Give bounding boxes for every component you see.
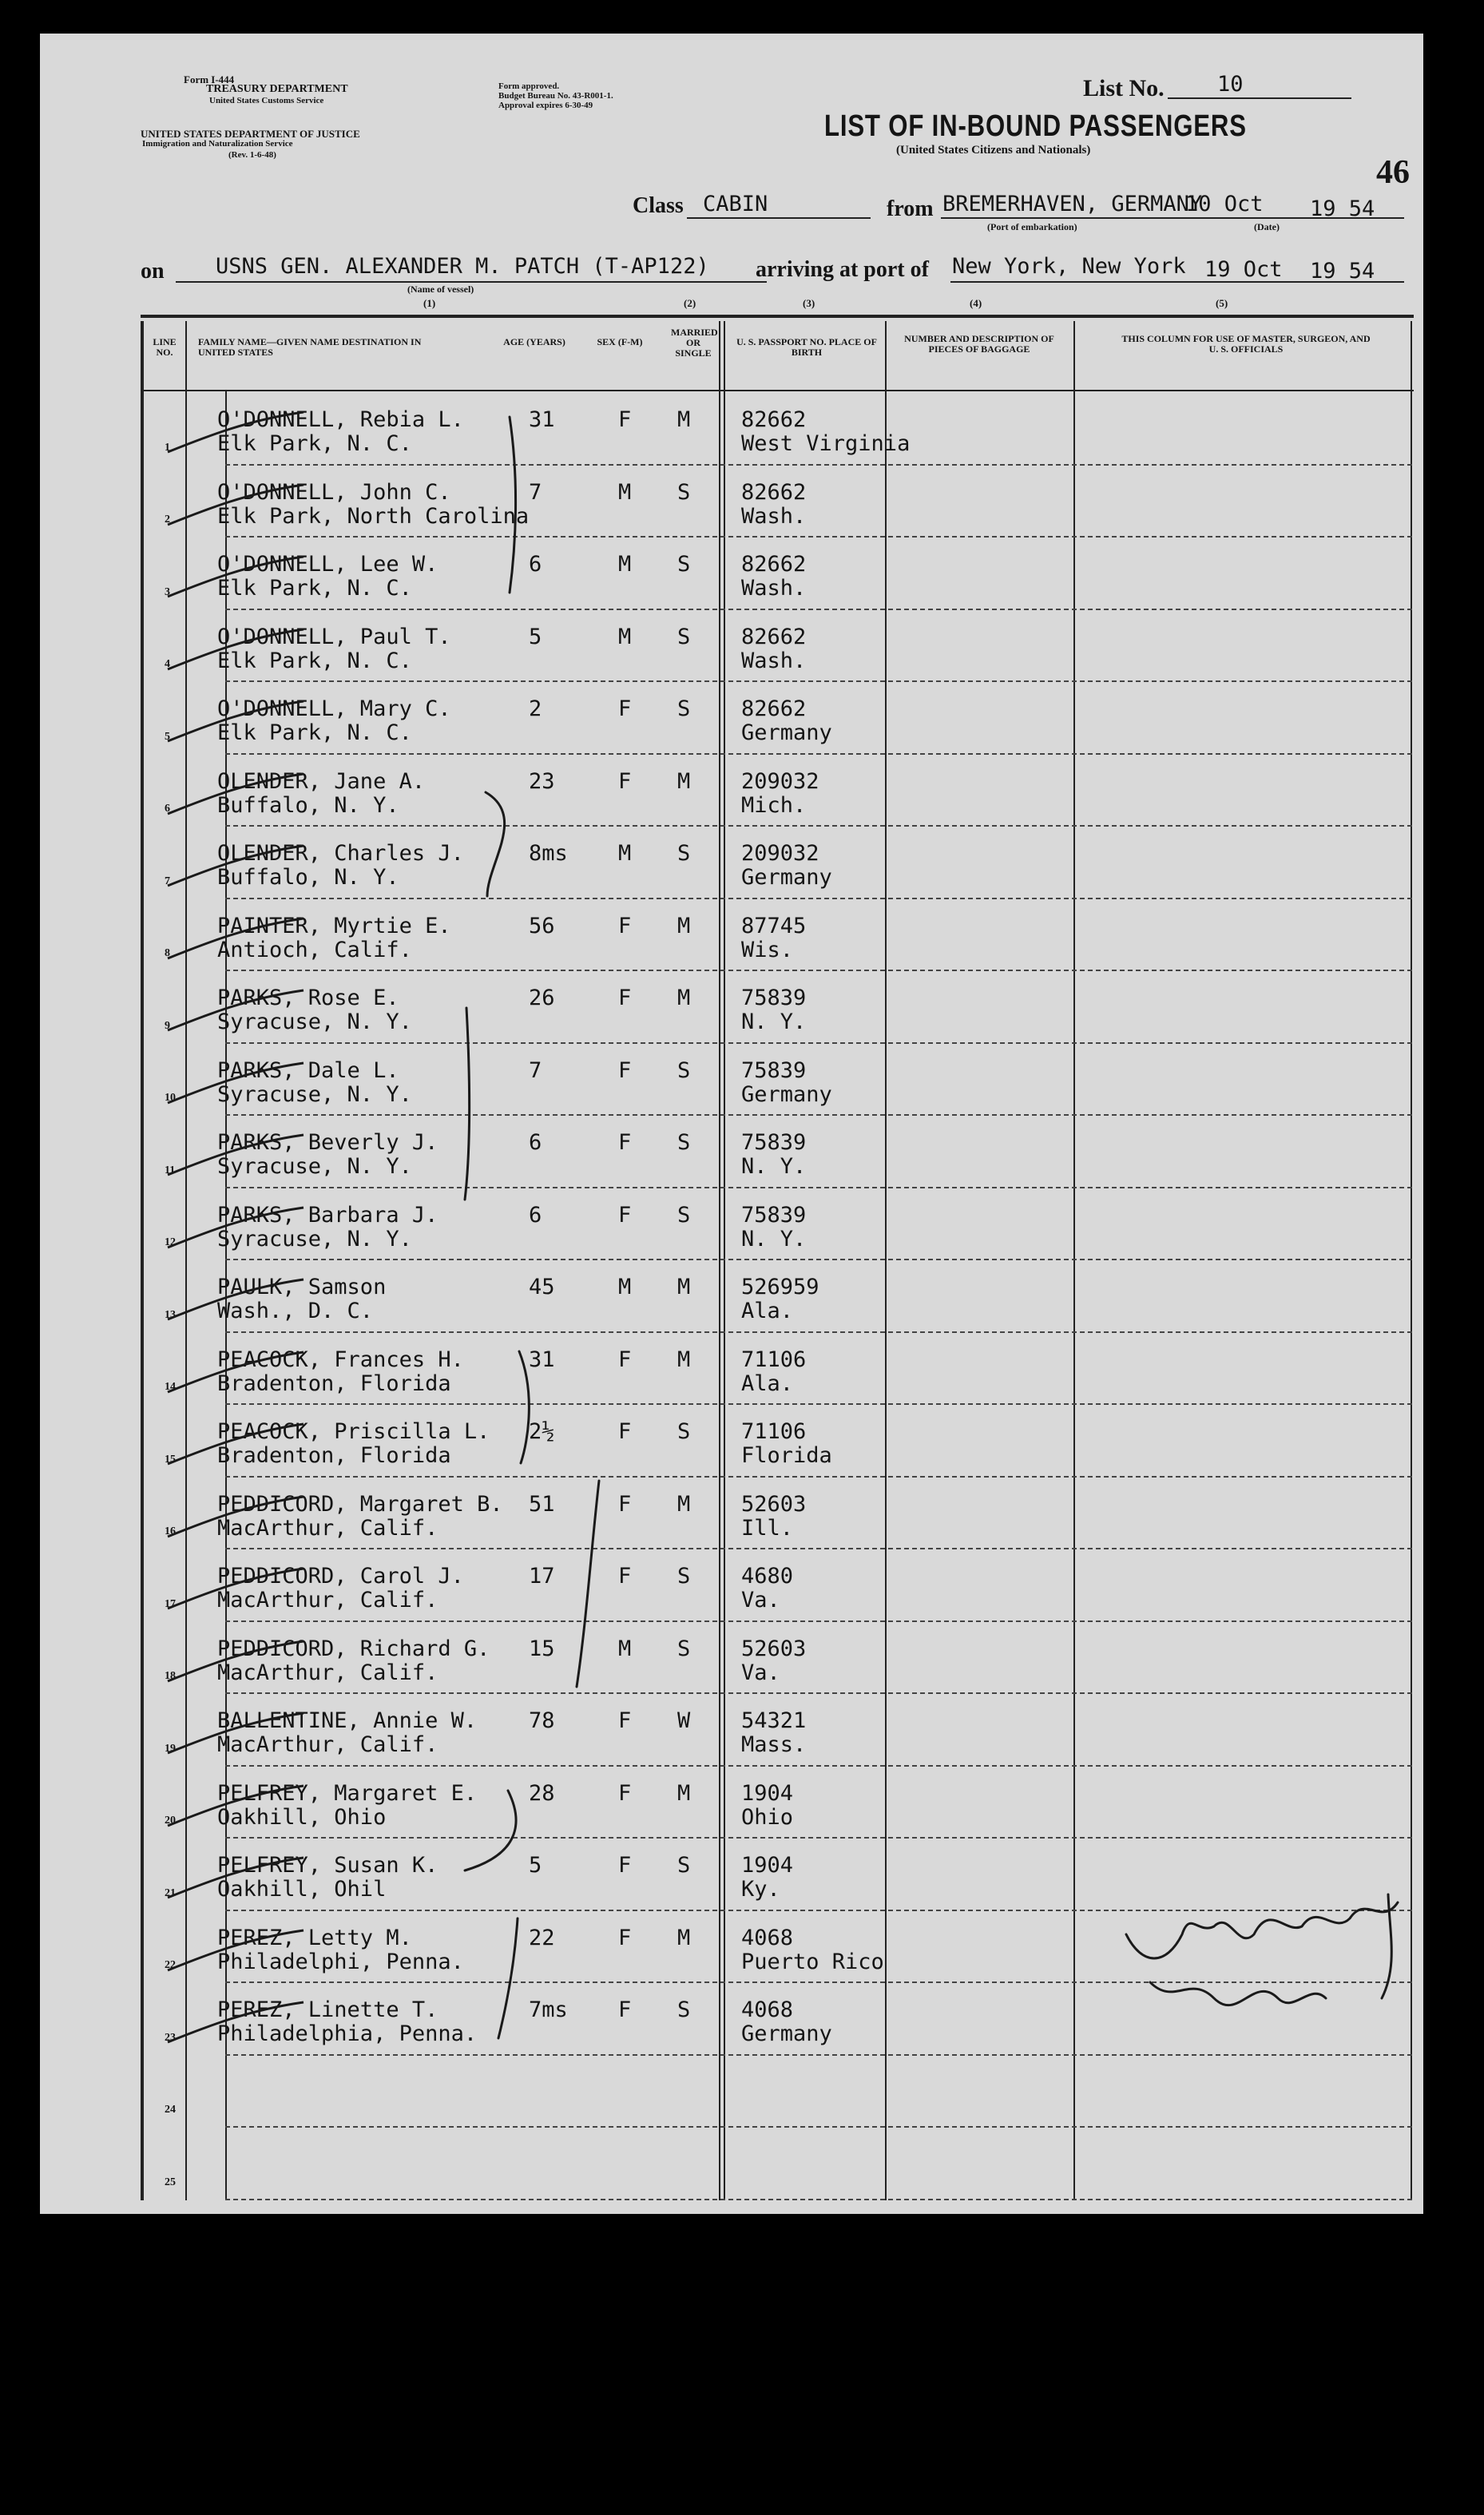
passenger-name: PARKS, Barbara J. <box>217 1202 438 1228</box>
place-of-birth: Va. <box>741 1660 780 1685</box>
passenger-age: 8ms <box>529 841 568 866</box>
handwritten-marks <box>40 34 1423 2214</box>
passport-number: 75839 <box>741 986 807 1010</box>
marital-status: M <box>677 1780 691 1806</box>
passenger-name: PEREZ, Letty M. <box>217 1925 412 1950</box>
line-number: 16 <box>165 1525 176 1537</box>
passenger-name: PELFREY, Susan K. <box>217 1853 438 1878</box>
col-header-line-no: LINE NO. <box>153 336 177 358</box>
passenger-sex: F <box>618 1130 632 1155</box>
marital-status: S <box>677 696 691 721</box>
passenger-sex: F <box>618 986 632 1010</box>
passport-number: 82662 <box>741 624 807 649</box>
place-of-birth: Mass. <box>741 1732 807 1757</box>
line-number: 17 <box>165 1597 176 1610</box>
passenger-age: 28 <box>529 1780 555 1806</box>
place-of-birth: Florida <box>741 1443 832 1468</box>
passenger-sex: M <box>618 479 632 505</box>
marital-status: S <box>677 1853 691 1878</box>
marital-status: M <box>677 1491 691 1517</box>
passport-number: 75839 <box>741 1057 807 1083</box>
passport-number: 209032 <box>741 841 819 866</box>
marital-status: S <box>677 1997 691 2022</box>
col-header-name: FAMILY NAME—GIVEN NAME DESTINATION IN UNITED STATES <box>198 336 422 358</box>
place-of-birth: N. Y. <box>741 1010 807 1034</box>
passport-number: 54321 <box>741 1708 807 1733</box>
passenger-sex: M <box>618 552 632 577</box>
marital-status: M <box>677 1347 691 1372</box>
list-number: 10 <box>1217 72 1244 97</box>
passenger-age: 22 <box>529 1925 555 1950</box>
signature <box>1126 1894 1398 2005</box>
bracket-mark <box>465 1008 470 1200</box>
passenger-name: PAULK, Samson <box>217 1275 387 1299</box>
marital-status: S <box>677 1202 691 1228</box>
passenger-destination: MacArthur, Calif. <box>217 1515 438 1541</box>
approval-expires: Approval expires 6-30-49 <box>498 101 593 110</box>
place-of-birth: Ill. <box>741 1515 794 1541</box>
passport-number: 71106 <box>741 1347 807 1372</box>
marital-status: W <box>677 1708 691 1733</box>
passport-number: 1904 <box>741 1780 794 1806</box>
passenger-name: PARKS, Dale L. <box>217 1057 399 1083</box>
document-title: LIST OF IN-BOUND PASSENGERS <box>824 109 1247 143</box>
line-number: 10 <box>165 1092 176 1104</box>
passport-number: 209032 <box>741 768 819 794</box>
passenger-age: 2 <box>529 696 542 721</box>
passenger-sex: M <box>618 624 632 649</box>
place-of-birth: Wash. <box>741 648 807 673</box>
passenger-destination: Elk Park, North Carolina <box>217 503 530 529</box>
col-header-sex: SEX (F-M) <box>597 336 643 347</box>
line-number: 15 <box>165 1453 176 1466</box>
passport-number: 87745 <box>741 913 807 938</box>
passenger-sex: M <box>618 1636 632 1661</box>
marital-status: M <box>677 913 691 938</box>
marital-status: S <box>677 1564 691 1589</box>
marital-status: M <box>677 1925 691 1950</box>
passenger-name: O'DONNELL, John C. <box>217 479 451 505</box>
place-of-birth: Wash. <box>741 576 807 601</box>
passenger-destination: Oakhill, Ohil <box>217 1877 387 1902</box>
passenger-sex: M <box>618 841 632 866</box>
passport-number: 82662 <box>741 696 807 721</box>
marital-status: M <box>677 407 691 432</box>
arriving-label: arriving at port of <box>756 257 929 282</box>
passenger-sex: F <box>618 1997 632 2022</box>
passenger-age: 6 <box>529 552 542 577</box>
arrival-port: New York, New York <box>952 254 1186 279</box>
line-number: 24 <box>165 2104 176 2116</box>
bracket-mark <box>510 417 516 593</box>
place-of-birth: Puerto Rico <box>741 1949 884 1974</box>
budget-bureau: Budget Bureau No. 43-R001-1. <box>498 91 613 101</box>
place-of-birth: Ala. <box>741 1371 794 1396</box>
passport-number: 526959 <box>741 1275 819 1299</box>
bracket-mark <box>465 1791 516 1870</box>
col-header-age: AGE (YEARS) <box>503 336 565 347</box>
on-label: on <box>141 259 165 284</box>
col-header-passport: U. S. PASSPORT NO. PLACE OF BIRTH <box>736 336 877 358</box>
passenger-name: PEDDICORD, Carol J. <box>217 1564 464 1589</box>
line-number: 20 <box>165 1815 176 1827</box>
passenger-name: PEDDICORD, Margaret B. <box>217 1491 503 1517</box>
arrival-year: 19 54 <box>1310 259 1375 284</box>
place-of-birth: N. Y. <box>741 1154 807 1179</box>
immigration-service: Immigration and Naturalization Service <box>142 139 293 149</box>
passenger-name: PEACOCK, Frances H. <box>217 1347 464 1372</box>
passenger-age: 7ms <box>529 1997 568 2022</box>
line-number: 5 <box>165 730 170 743</box>
passenger-sex: M <box>618 1275 632 1299</box>
passenger-name: PARKS, Beverly J. <box>217 1130 438 1155</box>
passenger-destination: MacArthur, Calif. <box>217 1588 438 1613</box>
manifest-page <box>40 34 1423 2214</box>
passenger-name: O'DONNELL, Paul T. <box>217 624 451 649</box>
marital-status: M <box>677 1275 691 1299</box>
passenger-destination: Oakhill, Ohio <box>217 1804 387 1830</box>
col-header-baggage: NUMBER AND DESCRIPTION OF PIECES OF BAGGAGE <box>904 333 1054 355</box>
form-agency: TREASURY DEPARTMENT <box>206 83 348 95</box>
passenger-destination: Bradenton, Florida <box>217 1443 451 1468</box>
marital-status: M <box>677 768 691 794</box>
form-number: Form I-444 <box>184 73 235 85</box>
line-number: 6 <box>165 803 170 815</box>
place-of-birth: Ohio <box>741 1804 794 1830</box>
place-of-birth: Germany <box>741 720 832 745</box>
class-label: Class <box>633 193 684 218</box>
passenger-destination: Syracuse, N. Y. <box>217 1081 412 1107</box>
embarkation-port: BREMERHAVEN, GERMANY <box>942 192 1203 216</box>
passenger-sex: F <box>618 1853 632 1878</box>
passenger-destination: Antioch, Calif. <box>217 937 412 962</box>
line-number: 4 <box>165 658 170 670</box>
date-caption: (Date) <box>1254 221 1280 232</box>
col-header-married: MARRIED OR SINGLE <box>671 327 718 359</box>
embarkation-date: 10 Oct <box>1185 192 1264 216</box>
passenger-sex: F <box>618 913 632 938</box>
passenger-name: PAINTER, Myrtie E. <box>217 913 451 938</box>
passport-number: 4068 <box>741 1997 794 2022</box>
passenger-name: OLENDER, Jane A. <box>217 768 426 794</box>
line-number: 1 <box>165 441 170 454</box>
passenger-name: O'DONNELL, Lee W. <box>217 552 438 577</box>
passenger-sex: F <box>618 1780 632 1806</box>
passport-number: 4680 <box>741 1564 794 1589</box>
passenger-age: 56 <box>529 913 555 938</box>
passport-number: 1904 <box>741 1853 794 1878</box>
passenger-age: 5 <box>529 624 542 649</box>
passenger-destination: Philadelphia, Penna. <box>217 2021 478 2046</box>
bracket-mark <box>519 1351 529 1463</box>
place-of-birth: Wis. <box>741 937 794 962</box>
passenger-age: 31 <box>529 1347 555 1372</box>
column-number: (2) <box>684 297 696 309</box>
passenger-sex: F <box>618 1564 632 1589</box>
passport-number: 52603 <box>741 1491 807 1517</box>
justice-dept: UNITED STATES DEPARTMENT OF JUSTICE <box>141 128 360 140</box>
passenger-sex: F <box>618 1057 632 1083</box>
form-service: United States Customs Service <box>209 96 324 105</box>
column-number: (3) <box>803 297 815 309</box>
passenger-destination: MacArthur, Calif. <box>217 1660 438 1685</box>
bracket-mark <box>486 792 505 896</box>
passenger-destination: Buffalo, N. Y. <box>217 792 399 818</box>
passenger-age: 6 <box>529 1202 542 1228</box>
passport-number: 82662 <box>741 407 807 432</box>
place-of-birth: Mich. <box>741 792 807 818</box>
marital-status: S <box>677 552 691 577</box>
passenger-sex: F <box>618 1708 632 1733</box>
line-number: 8 <box>165 947 170 959</box>
list-no-label: List No. <box>1083 75 1165 101</box>
passenger-name: PARKS, Rose E. <box>217 986 399 1010</box>
place-of-birth: Ky. <box>741 1877 780 1902</box>
passenger-age: 31 <box>529 407 555 432</box>
line-number: 22 <box>165 1959 176 1971</box>
passenger-age: 7 <box>529 479 542 505</box>
marital-status: S <box>677 841 691 866</box>
passport-number: 82662 <box>741 552 807 577</box>
passenger-destination: Bradenton, Florida <box>217 1371 451 1396</box>
place-of-birth: West Virginia <box>741 431 911 456</box>
bracket-mark <box>577 1481 599 1687</box>
passenger-age: 17 <box>529 1564 555 1589</box>
marital-status: S <box>677 479 691 505</box>
passenger-name: BALLENTINE, Annie W. <box>217 1708 478 1733</box>
class-value: CABIN <box>703 192 768 216</box>
marital-status: M <box>677 986 691 1010</box>
vessel-name: USNS GEN. ALEXANDER M. PATCH (T-AP122) <box>216 254 709 279</box>
passenger-name: PEDDICORD, Richard G. <box>217 1636 490 1661</box>
passenger-age: 5 <box>529 1853 542 1878</box>
passenger-sex: F <box>618 768 632 794</box>
page-number: 46 <box>1376 154 1410 191</box>
marital-status: S <box>677 1130 691 1155</box>
marital-status: S <box>677 1419 691 1444</box>
passenger-destination: Elk Park, N. C. <box>217 576 412 601</box>
passenger-age: 6 <box>529 1130 542 1155</box>
passenger-sex: F <box>618 407 632 432</box>
vessel-caption: (Name of vessel) <box>407 284 474 295</box>
line-number: 23 <box>165 2031 176 2044</box>
line-number: 21 <box>165 1886 176 1899</box>
column-number: (1) <box>423 297 436 309</box>
passenger-age: 45 <box>529 1275 555 1299</box>
passenger-name: PELFREY, Margaret E. <box>217 1780 478 1806</box>
line-number: 2 <box>165 514 170 526</box>
embarkation-year: 19 54 <box>1310 196 1375 221</box>
passport-number: 71106 <box>741 1419 807 1444</box>
passport-number: 75839 <box>741 1130 807 1155</box>
line-number: 13 <box>165 1308 176 1321</box>
line-number: 19 <box>165 1742 176 1755</box>
passenger-sex: F <box>618 1202 632 1228</box>
passenger-age: 51 <box>529 1491 555 1517</box>
bracket-mark <box>498 1918 518 2038</box>
passenger-sex: F <box>618 1925 632 1950</box>
passenger-name: PEREZ, Linette T. <box>217 1997 438 2022</box>
line-number: 25 <box>165 2176 176 2188</box>
line-number: 3 <box>165 585 170 598</box>
passenger-age: 2½ <box>529 1419 555 1444</box>
line-number: 11 <box>165 1164 176 1176</box>
form-approved: Form approved. <box>498 81 560 91</box>
passenger-destination: Elk Park, N. C. <box>217 720 412 745</box>
passenger-age: 78 <box>529 1708 555 1733</box>
place-of-birth: Germany <box>741 1081 832 1107</box>
passenger-name: OLENDER, Charles J. <box>217 841 464 866</box>
column-number: (5) <box>1216 297 1228 309</box>
passenger-destination: Philadelphi, Penna. <box>217 1949 464 1974</box>
line-number: 12 <box>165 1236 176 1248</box>
passenger-destination: Syracuse, N. Y. <box>217 1154 412 1179</box>
passenger-destination: Syracuse, N. Y. <box>217 1226 412 1252</box>
passenger-age: 7 <box>529 1057 542 1083</box>
line-number: 18 <box>165 1670 176 1682</box>
passenger-destination: Elk Park, N. C. <box>217 431 412 456</box>
passenger-name: O'DONNELL, Mary C. <box>217 696 451 721</box>
passenger-sex: F <box>618 1491 632 1517</box>
place-of-birth: Wash. <box>741 503 807 529</box>
passport-number: 52603 <box>741 1636 807 1661</box>
place-of-birth: Germany <box>741 2021 832 2046</box>
passenger-age: 23 <box>529 768 555 794</box>
place-of-birth: Va. <box>741 1588 780 1613</box>
passport-number: 75839 <box>741 1202 807 1228</box>
marital-status: S <box>677 624 691 649</box>
column-number: (4) <box>970 297 982 309</box>
passenger-destination: MacArthur, Calif. <box>217 1732 438 1757</box>
signature-text <box>1168 1915 1308 1943</box>
col-header-officials: THIS COLUMN FOR USE OF MASTER, SURGEON, AND U. S. OFFICIALS <box>1121 333 1371 355</box>
line-number: 9 <box>165 1019 170 1032</box>
passenger-destination: Buffalo, N. Y. <box>217 865 399 890</box>
document-subtitle: (United States Citizens and Nationals) <box>896 144 1091 157</box>
revision-date: (Rev. 1-6-48) <box>228 150 276 160</box>
passenger-sex: F <box>618 696 632 721</box>
passenger-sex: F <box>618 1419 632 1444</box>
passenger-age: 15 <box>529 1636 555 1661</box>
passenger-name: PEACOCK, Priscilla L. <box>217 1419 490 1444</box>
line-number: 7 <box>165 875 170 887</box>
passenger-name: O'DONNELL, Rebia L. <box>217 407 464 432</box>
arrival-date: 19 Oct <box>1204 257 1283 282</box>
passenger-destination: Syracuse, N. Y. <box>217 1010 412 1034</box>
passenger-destination: Elk Park, N. C. <box>217 648 412 673</box>
embarkation-caption: (Port of embarkation) <box>987 221 1077 232</box>
marital-status: S <box>677 1057 691 1083</box>
place-of-birth: N. Y. <box>741 1226 807 1252</box>
place-of-birth: Ala. <box>741 1299 794 1323</box>
passenger-sex: F <box>618 1347 632 1372</box>
place-of-birth: Germany <box>741 865 832 890</box>
passport-number: 4068 <box>741 1925 794 1950</box>
line-number: 14 <box>165 1381 176 1393</box>
marital-status: S <box>677 1636 691 1661</box>
from-label: from <box>887 196 934 221</box>
passport-number: 82662 <box>741 479 807 505</box>
passenger-destination: Wash., D. C. <box>217 1299 374 1323</box>
passenger-age: 26 <box>529 986 555 1010</box>
